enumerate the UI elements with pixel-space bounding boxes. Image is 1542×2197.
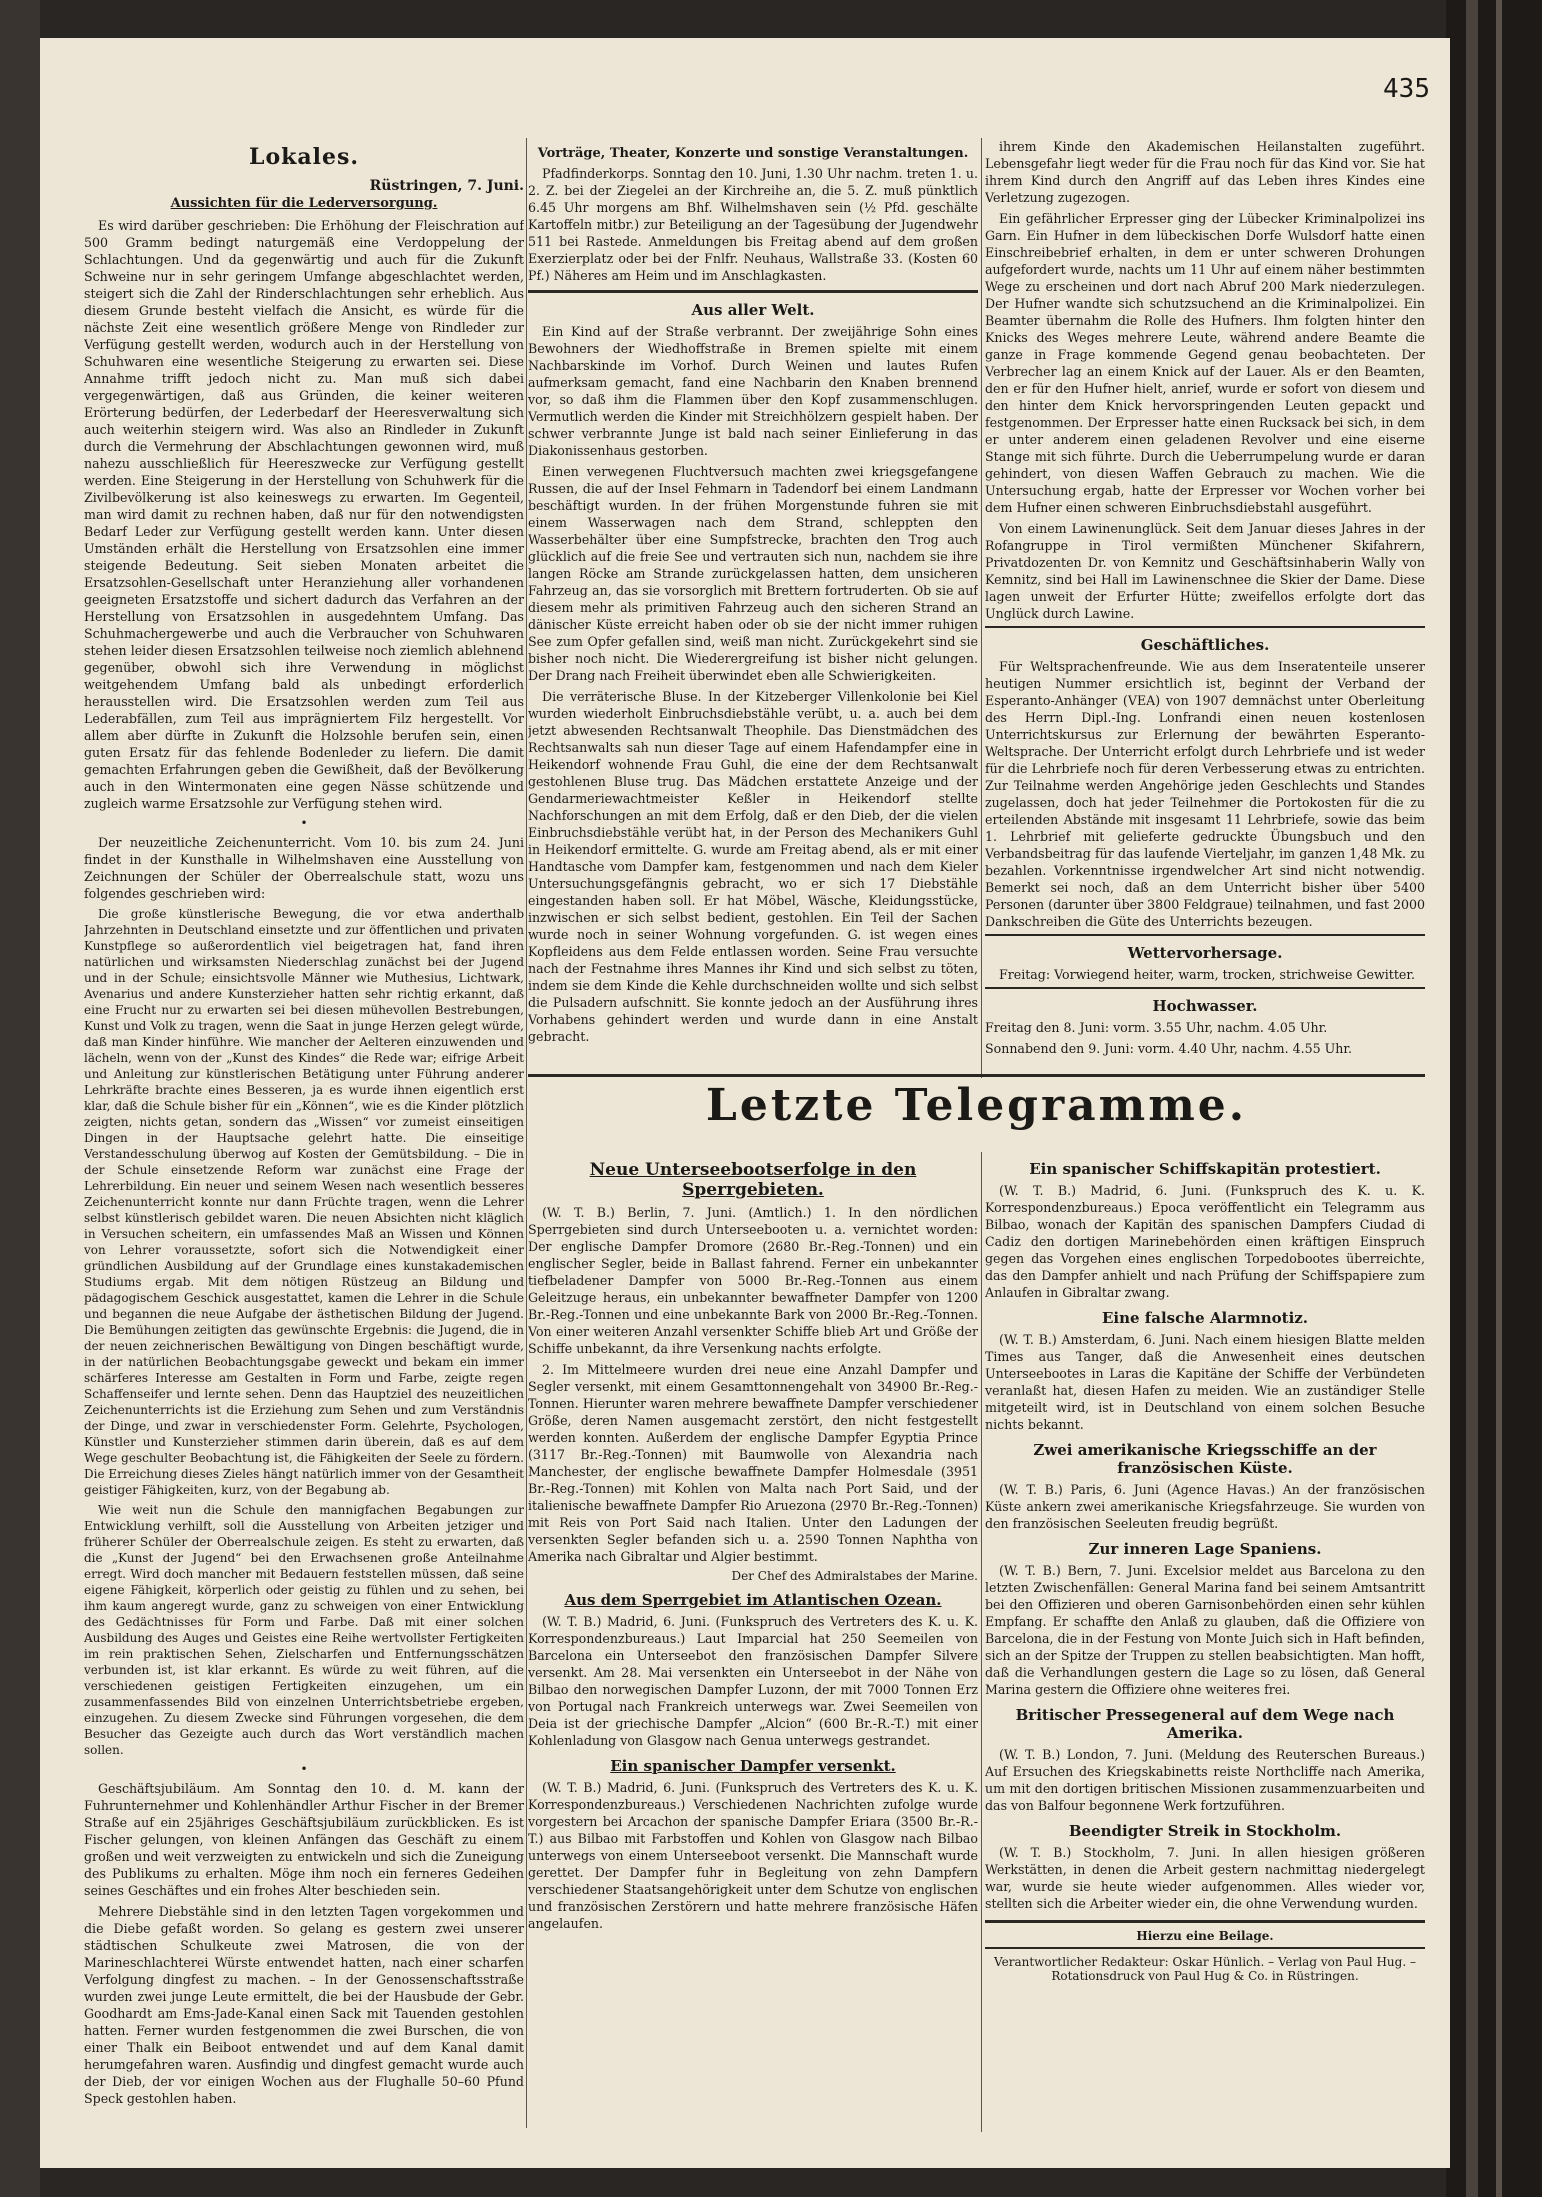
article-text: Geschäftsjubiläum. Am Sonntag den 10. d. M. kann der Fuhrunternehmer und Kohlenhändler Arthur Fischer in der Bremer Straße auf ein 25jähriges Geschäftsjubiläum zurückblicken. Es ist Fischer gelungen, von kleinen Anfängen das Geschäft zu einem großen und weit verzweigten zu entwickeln und sich die Zuneigung des Publikums zu erhalten. Möge ihm noch ein ferneres Gedeihen seines Geschäftes und ein frohes Alter beschieden sein. [84,1781,524,1898]
telegram-text: (W. T. B.) Madrid, 6. Juni. (Funkspruch des K. u. K. Korrespondenzbureaus.) Epoca veröffentlicht ein Telegramm aus Bilbao, wonach der Kapitän des spanischen Dampfers Ciudad di Cadiz den dortigen Marinebehörden einen kräftigen Einspruch gegen das Vorgehen eines englischen Torpedobootes überreichte, das den Dampfer anhielt und nach Prüfung der Schiffspapiere zum Anlaufen in Gibraltar zwang. [985,1183,1425,1300]
telegram-headline: Zwei amerikanische Kriegsschiffe an der französischen Küste. [1033,1441,1377,1477]
telegram-headline: Ein spanischer Schiffskapitän protestiert. [1029,1160,1381,1178]
tide-line: Sonnabend den 9. Juni: vorm. 4.40 Uhr, nachm. 4.55 Uhr. [985,1041,1353,1056]
telegram-headline: Beendigter Streik in Stockholm. [1068,1822,1342,1840]
telegram-text: (W. T. B.) Berlin, 7. Juni. (Amtlich.) 1. In den nördlichen Sperrgebieten sind durch Unterseebooten u. a. vernichtet worden: Der englische Dampfer Dromore (2680 Br.-Reg.-Tonnen) und ein englischer Segler, beide in Ballast fahrend. Ferner ein unbekannter tiefbeladener Dampfer von 5000 Br.-Reg.-Tonnen aus einem Geleitzuge heraus, ein unbekannter bewaffneter Dampfer von 1200 Br.-Reg.-Tonnen und eine unbekannte Bark von 2000 Br.-Reg.-Tonnen. Von einer weiteren Anzahl versenkter Schiffe blieb Art und Größe der Schiffe unbekannt, da ihre Versenkung nachts erfolgte. [528,1205,978,1356]
telegram-headline: Neue Unterseebootserfolge in den Sperrgebieten. [589,1160,917,1200]
article-text: Für Weltsprachenfreunde. Wie aus dem Inseratenteile unserer heutigen Nummer ersichtlich ist, beginnt der Verband der Esperanto-Anhänger (VEA) von 1907 demnächst unter Oberleitung des Herrn Dipl.-Ing. Lonfrandi einen neuen kostenlosen Unterrichtskursus zur Erlernung der bewährten Esperanto-Weltsprache. Der Unterricht erfolgt durch Lehrbriefe und ist weder für die Lehrbriefe noch für deren Verbesserung etwas zu entrichten. Zur Teilnahme werden Angehörige jeden Geschlechts und Standes zugelassen, doch hat jeder Teilnehmer die Portokosten für die zu erteilenden Abstände mit insgesamt 11 Lehrbriefe, sowie das beim 1. Lehrbrief mit gelieferte gedruckte Übungsbuch und den Verbandsbeitrag für das laufende Vierteljahr, im ganzen 1,48 Mk. zu bezahlen. Vorkenntnisse irgendwelcher Art sind nicht notwendig. Bemerkt sei noch, daß an dem Unterricht bisher über 5400 Personen (darunter über 3800 Feldgraue) teilnahmen, und fast 2000 Dankschreiben die Güte des Unterrichts bezeugen. [985,659,1425,929]
dateline: Rüstringen, 7. Juni. [369,178,524,194]
newspaper-page [40,38,1450,2168]
divider [528,290,978,293]
tide-line: Freitag den 8. Juni: vorm. 3.55 Uhr, nachm. 4.05 Uhr. [985,1020,1328,1035]
telegram-headline: Eine falsche Alarmnotiz. [1101,1309,1309,1327]
weather-text: Freitag: Vorwiegend heiter, warm, trocken, strichweise Gewitter. [999,967,1415,982]
article-text: Ein gefährlicher Erpresser ging der Lübecker Kriminalpolizei ins Garn. Ein Hufner in dem lübeckischen Dorfe Wulsdorf hatte einen Einschreibebrief erhalten, in dem er unter schweren Drohungen aufgefordert wurde, nachts um 11 Uhr auf einem näher bestimmten Wege zu erscheinen und dort nach Abruf 200 Mark niederzulegen. Der Hufner wandte sich schutzsuchend an die Kriminalpolizei. Ein Beamter übernahm die Rolle des Hufners. Ihm folgten hinter den Knicks des Weges mehrere Leute, während andere Beamte die ganze in Frage kommende Gegend genau beobachteten. Der Verbrecher lag an einem Knick auf der Lauer. Als er den Beamten, den er für den Hufner hielt, anrief, wurde er sofort von diesem und den hinter dem Knick hervorspringenden Leuten gepackt und festgenommen. Der Erpresser hatte einen Rucksack bei sich, in dem er unter anderem einen geladenen Revolver und eine eiserne Stange mit sich führte. Durch die Ueberrumpelung wurde er daran gehindert, von diesen Waffen Gebrauch zu machen. Wie die Untersuchung ergab, hatte der Erpresser vor Wochen vorher bei dem Hufner einen schweren Einbruchsdiebstahl ausgeführt. [985,211,1425,515]
article-headline: Aussichten für die Lederversorgung. [170,196,438,211]
divider [985,987,1425,989]
telegram-headline: Aus dem Sperrgebiet im Atlantischen Ozean. [564,1591,942,1609]
article-text: Die verräterische Bluse. In der Kitzeberger Villenkolonie bei Kiel wurden wiederholt Einbruchsdiebstähle verübt, u. a. auch bei dem jetzt abwesenden Rechtsanwalt Theophile. Das Dienstmädchen des Rechtsanwalts sah nun dieser Tage auf einem Hafendampfer eine in Heikendorf wohnende Frau Guhl, die eine der dem Rechtsanwalt gestohlenen Bluse trug. Das Mädchen erstattete Anzeige und der Gendarmeriewachtmeister Keßler in Heikendorf stellte Nachforschungen an mit dem Erfolg, daß er den Dieb, der die vielen Einbruchsdiebstähle verübt hat, in der Person des Mechanikers Guhl in Heikendorf ermittelte. G. wurde am Freitag abend, als er mit einer Handtasche vom Dampfer kam, festgenommen und nach dem Kieler Untersuchungsgefängnis gebracht, wo er sich 17 Diebstähle eingestanden haben soll. Er hat Möbel, Wäsche, Kleidungsstücke, inzwischen er sich selbst bedient, gestohlen. Ein Teil der Sachen wurde noch in seiner Wohnung vorgefunden. G. ist wegen eines Kopfleidens aus dem Felde entlassen worden. Seine Frau versuchte nach der Festnahme ihres Mannes ihr Kind und sich selbst zu töten, indem sie dem Kinde die Kehle durchschneiden wollte und sich selbst die Pulsadern aufschnitt. Sie konnte jedoch an der Ausführung ihres Vorhabens gehindert werden und wurde dann in eine Anstalt gebracht. [528,689,978,1044]
section-title-telegramme: Letzte Telegramme. [705,1080,1248,1131]
telegram-text: (W. T. B.) Paris, 6. Juni (Agence Havas.) An der französischen Küste ankern zwei amerikanische Kriegsfahrzeuge. Sie wurden von den französischen Seeleuten freudig begrüßt. [985,1482,1425,1531]
column-rule-1 [526,138,527,2128]
telegram-signature: Der Chef des Admiralstabes der Marine. [731,1569,978,1583]
column-lokales [84,138,524,2128]
article-text: Pfadfinderkorps. Sonntag den 10. Juni, 1.30 Uhr nachm. treten 1. u. 2. Z. bei der Ziegelei an der Kirchreihe an, die 5. Z. muß pünktlich 6.45 Uhr morgens am Bhf. Wilhelmshaven sein (½ Pfd. geschälte Kartoffeln mitbr.) zur Beteiligung an der Tagesübung der Jugendwehr 511 bei Rastede. Anmeldungen bis Freitag abend auf dem großen Exerzierplatz oder bei der Fnlfr. Neuhaus, Wallstraße 33. (Kosten 60 Pf.) Näheres am Heim und im Anschlagkasten. [528,166,978,283]
article-text: Einen verwegenen Fluchtversuch machten zwei kriegsgefangene Russen, die auf der Insel Fehmarn in Tadendorf bei einem Landmann beschäftigt wurden. In der frühen Morgenstunde fuhren sie mit einem Wasserwagen nach dem Strand, schleppten den Wasserbehälter über eine Sumpfstrecke, brachten den Trog auch glücklich auf die freie See und vertrauten sich nun, nachdem sie ihre langen Röcke am Strande zurückgelassen hatten, dem unsicheren Fahrzeug an, das sie vorsorglich mit Brettern fortruderten. Ob sie auf diesem mehr als primitiven Fahrzeug auch den sicheren Strand an dänischer Küste erreicht haben oder ob sie der nicht immer ruhigen See zum Opfer gefallen sind, weiß man nicht. Zurückgekehrt sind sie bisher noch nicht. Die Wiederergreifung ist bisher nicht gelungen. Der Drang nach Freiheit überwindet eben alle Schwierigkeiten. [528,464,978,683]
column-rule-2 [981,138,982,1078]
telegram-text: (W. T. B.) Stockholm, 7. Juni. In allen hiesigen größeren Werkstätten, in denen die Arbeit gestern nachmittag niedergelegt war, wurde sie heute wieder aufgenommen. Alles wieder vor, stellten sich die Arbeiter wieder ein, die ohne Verwendung wurden. [985,1845,1425,1911]
telegram-text: (W. T. B.) Bern, 7. Juni. Excelsior meldet aus Barcelona zu den letzten Zwischenfällen: General Marina fand bei seinem Amtsantritt bei den Offizieren und oberen Garnisonbehörden einen sehr kühlen Empfang. Er schaffte den Anlaß zu glauben, daß die Offiziere von Barcelona, die in der Festung von Monte Juich sich in Haft befinden, sich an der Spitze der Truppen zu stellen beabsichtigten. Man hofft, daß die Verhandlungen gestern die Lage so zu lösen, daß General Marina gestern die Offiziere ohne weiteres frei. [985,1563,1425,1697]
divider [985,934,1425,936]
article-text: Von einem Lawinenunglück. Seit dem Januar dieses Jahres in der Rofangruppe in Tirol vermißten Münchener Skifahrern, Privatdozenten Dr. von Kemnitz und Geschäftsinhaberin Wally von Kemnitz, sind bei Hall im Lawinenschnee die Skier der Dame. Diese lagen unweit der Erfurter Hütte; zweifellos erfolgte dort das Unglück durch Lawine. [985,521,1425,621]
telegram-headline: Britischer Pressegeneral auf dem Wege nach Amerika. [1015,1706,1395,1742]
telegram-text: 2. Im Mittelmeere wurden drei neue eine Anzahl Dampfer und Segler versenkt, mit einem Gesamttonnengehalt von 34900 Br.-Reg.-Tonnen. Hierunter waren mehrere bewaffnete Dampfer verschiedener Größe, deren Namen ausgemacht zerstört, den nicht festgestellt werden konnten. Außerdem der englische Dampfer Egyptia Prince (3117 Br.-Reg.-Tonnen) mit Baumwolle von Alexandria nach Manchester, der englische bewaffnete Dampfer Holmesdale (3951 Br.-Reg.-Tonnen) mit Kohlen von Malta nach Port Said, und der italienische bewaffnete Dampfer Rio Aruezona (2970 Br.-Reg.-Tonnen) mit Reis von Port Said nach Italien. Unter den Ladungen der versenkten Segler befanden sich u. a. 2590 Tonnen Naphtha von Amerika nach Gibraltar und Algier bestimmt. [528,1362,978,1564]
article-text: Mehrere Diebstähle sind in den letzten Tagen vorgekommen und die Diebe gefaßt worden. So gelang es gestern zwei unserer städtischen Schulkeute zwei Matrosen, die von der Marineschlachterei Würste entwendet hatten, nach einer scharfen Verfolgung dingfest zu machen. – In der Genossenschaftsstraße wurden zwei junge Leute ermittelt, die bei der Hausbude der Gebr. Goodhardt am Ems-Jade-Kanal einen Sack mit Tauenden gestohlen hatten. Ferner wurden festgenommen die zwei Burschen, die von einer Thalk ein Beiboot entwendet und auf dem Kanal damit herumgefahren waren. Ausfindig und dingfest gemacht wurde auch der Dieb, der vor einigen Wochen aus der Flughalle 50–60 Pfund Speck gestohlen haben. [84,1904,524,2106]
section-title-hochwasser: Hochwasser. [1152,997,1258,1015]
article-text: ihrem Kinde den Akademischen Heilanstalten zugeführt. Lebensgefahr liegt weder für die Frau noch für das Kind vor. Sie hat ihrem Kind durch den Angriff auf das Leben ihres Kindes eine Verletzung zugezogen. [985,139,1425,205]
article-text: Die große künstlerische Bewegung, die vor etwa anderthalb Jahrzehnten in Deutschland einsetzte und zur öffentlichen und privaten Kunstpflege so außerordentlich viel beigetragen hat, fand ihren natürlichen und wirksamsten Niederschlag zunächst bei der Jugend und in der Schule; einsichtsvolle Männer wie Muthesius, Lichtwark, Avenarius und andere Kunsterzieher hatten sehr richtig erkannt, daß eine Frucht nur zu erwarten sei bei diesen mühevollen Bestrebungen, Kunst und Volk zu tragen, wenn die Saat in junge Herzen gelegt würde, daß man Kinder hinführe. Wie mancher der Aelteren einzuwenden und lächeln, wenn von der „Kunst des Kindes“ die Rede war; eifrige Arbeit und Anleitung zur künstlerischen Betätigung unter Führung anderer Lehrkräfte brachte eines Besseren, ja es wurde ihnen eigentlich erst klar, daß die Schule bisher für ein „Können“, wie es die Kinder plötzlich zeigten, nichts getan, sondern das „Wissen“ vor zumeist einseitigen Dingen in der Hauptsache gelehrt hatte. Die einseitige Verstandesschulung überwog auf Kosten der Gemütsbildung. – Die in der Schule einsetzende Reform war zunächst eine Frage der Lehrerbildung. Ein neuer und seinem Wesen nach wesentlich besseres Zeichenunterricht konnte nur dann Früchte tragen, wenn die Lehrer selbst künstlerisch gebildet waren. Die neuen Absichten nicht kläglich in Versuchen scheitern, ein umfassendes Maß an Wissen und Können von Lehrer voraussetzte, sofort sich die Notwendigkeit einer gründlichen Ausbildung auf der Grundlage eines kunstakademischen Studiums ergab. Mit dem nötigen Rüstzeug an Bildung und pädagogischem Geschick ausgestattet, kamen die Lehrer in die Schule und begannen die neue Aufgabe der ästhetischen Bildung der Jugend. Die Bemühungen zeitigten das gewünschte Ergebnis: die Jugend, die in der neuen zeichnerischen Bewältigung von Dingen beschäftigt wurde, in der natürlichen Beobachtungsgabe geweckt und bekam ein immer schärferes Interesse am Gestalten in Form und Farbe, zeigte regen Schaffenseifer und lernte sehen. Denn das Hauptziel des neuzeitlichen Zeichenunterrichts ist die Erziehung zum Sehen und zum Verständnis der Dinge, und zwar in verschiedenster Form. Gelehrte, Psychologen, Künstler und Kunsterzieher stimmen darin überein, daß es auf dem Wege geschulter Beobachtung ist, die Fähigkeiten der Seele zu fördern. Die Erreichung dieses Zieles hängt natürlich immer von der Gesamtheit geistiger Fähigkeiten, kurz, von der Begabung ab. [84,907,524,1497]
telegram-text: (W. T. B.) London, 7. Juni. (Meldung des Reuterschen Bureaus.) Auf Ersuchen des Kriegskabinetts reiste Northcliffe nach Amerika, um mit den dortigen britischen Missionen zusammenzuarbeiten und das von Balfour begonnene Werk fortzuführen. [985,1747,1425,1813]
telegram-text: (W. T. B.) Madrid, 6. Juni. (Funkspruch des Vertreters des K. u. K. Korrespondenzbureaus.) Verschiedenen Nachrichten zufolge wurde vorgestern bei Arcachon der spanische Dampfer Eriara (3500 Br.-R.-T.) aus Bilbao mit Farbstoffen und Kohlen von Glasgow nach Bilbao unterwegs von einem Unterseeboot versenkt. Die Mannschaft wurde gerettet. Der Dampfer fuhr in Begleitung von zehn Dampfern verschiedener Staatsangehörigkeit unter dem Schutze von englischen und französischen Zerstörern und hatte mehrere französische Häfen angelaufen. [528,1780,978,1931]
article-text: Es wird darüber geschrieben: Die Erhöhung der Fleischration auf 500 Gramm bedingt naturgemäß eine Verdoppelung der Schlachtungen. Und da gegenwärtig und auch für die Zukunft Schweine nur in sehr geringem Umfange abgeschlachtet werden, steigert sich die Zahl der Rinderschlachtungen sehr erheblich. Aus diesem Grunde besteht vielfach die Ansicht, es würde für die nächste Zeit eine wesentlich größere Menge von Rindleder zur Verfügung gestellt werden, wodurch auch in der Herstellung von Schuhwaren eine wesentliche Steigerung zu erwarten sei. Diese Annahme trifft jedoch nicht zu. Man muß sich dabei vergegenwärtigen, daß aus Gründen, die keiner weiteren Erörterung bedürfen, der Lederbedarf der Heeresverwaltung sich auch weiterhin steigern wird. Was also an Rindleder in Zukunft durch die Vermehrung der Abschlachtungen gewonnen wird, muß nahezu ausschließlich für Heereszwecke zur Verfügung gestellt werden. Eine Steigerung in der Herstellung von Schuhwerk für die Zivilbevölkerung ist also keineswegs zu erwarten. Im Gegenteil, man wird damit zu rechnen haben, daß nur für den notwendigsten Bedarf Leder zur Verfügung gestellt werden kann. Unter diesen Umständen erhält die Herstellung von Ersatzsohlen eine immer steigende Bedeutung. Seit sieben Monaten arbeitet die Ersatzsohlen-Gesellschaft unter Heranziehung aller vorhandenen geeigneten Ersatzstoffe und sichert dadurch das Verfahren an der Herstellung von Ersatzsohlen in ausgedehntem Umfang. Das Schuhmachergewerbe und auch die Verbraucher von Schuhwaren stehen leider diesen Ersatzsohlen teilweise noch ziemlich ablehnend gegenüber, obwohl sich ihre Verwendung in möglichst weitgehendem Umfang bald als unbedingt erforderlich herausstellen wird. Die Ersatzsohlen werden zum Teil aus Lederabfällen, zum Teil aus imprägniertem Filz hergestellt. Vor allem aber dürfte in Zukunft die Holzsohle berufen sein, einen guten Ersatz für das fehlende Bodenleder zu liefern. Die damit gemachten Erfahrungen geben die Gewißheit, daß der Bevölkerung auch in den Wintermonaten eine gegen Nässe schützende und zugleich warme Ersatzsohle zur Verfügung stehen wird. [84,218,524,811]
divider [985,1947,1425,1949]
divider [985,1920,1425,1923]
article-text: Ein Kind auf der Straße verbrannt. Der zweijährige Sohn eines Bewohners der Wiedhoffstraße in Bremen spielte mit einem Nachbarskinde im Vorhof. Durch Weinen und lautes Rufen aufmerksam gemacht, fand eine Nachbarin den Knaben brennend vor, so daß ihm die Flammen über den Kopf zusammenschlugen. Vermutlich werden die Kinder mit Streichhölzern gespielt haben. Der schwer verbrannte Junge ist bald nach seiner Einlieferung in das Diakonissenhaus gestorben. [528,324,978,458]
divider [985,626,1425,628]
column-rule-3 [981,1152,982,2132]
telegramme-left [528,1152,978,2132]
supplement-note: Hierzu eine Beilage. [1136,1929,1274,1943]
impressum: Verantwortlicher Redakteur: Oskar Hünlich. – Verlag von Paul Hug. – Rotationsdruck von Paul Hug & Co. in Rüstringen. [994,1955,1416,1983]
binding-left [0,0,40,2197]
telegramme-right [985,1152,1425,2132]
separator-dot: • [300,816,308,830]
telegram-text: (W. T. B.) Madrid, 6. Juni. (Funkspruch des Vertreters des K. u. K. Korrespondenzbureaus.) Laut Imparcial hat 250 Seemeilen von Barcelona ein Unterseebot den französischen Dampfer Silvere versenkt. Am 28. Mai versenkten ein Unterseebot in der Nähe von Bilbao den norwegischen Dampfer Luzonn, der mit 7000 Tonnen Erz von Portugal nach Frankreich unterwegs war. Zwei Seemeilen von Deia ist der griechische Dampfer „Alcion“ (600 Br.-R.-T.) mit einer Kohlenladung von Glasgow nach Genua unterwegs gestrandet. [528,1614,978,1748]
section-title-wetter: Wettervorhersage. [1127,944,1283,962]
section-title-geschaeftliches: Geschäftliches. [1140,636,1270,654]
section-title-aus-aller-welt: Aus aller Welt. [691,301,815,319]
article-text: Der neuzeitliche Zeichenunterricht. Vom 10. bis zum 24. Juni findet in der Kunsthalle in Wilhelmshaven eine Ausstellung von Zeichnungen der Schüler der Oberrealschule statt, wozu uns folgendes geschrieben wird: [84,835,524,901]
article-text: Wie weit nun die Schule den mannigfachen Begabungen zur Entwicklung verhilft, soll die Ausstellung von Arbeiten jetziger und früherer Schüler der Oberrealschule zeigen. Es steht zu erwarten, daß die „Kunst der Jugend“ bei den Erwachsenen große Anteilnahme erregt. Wird doch mancher mit Bedauern feststellen müssen, daß seine eigene Fähigkeit, körperlich oder geistig zu fühlen und zu sehen, bei ihm kaum angeregt wurde, ganz zu schweigen von einer Entwicklung des Gedächtnisses für Form und Farbe. Daß mit einer solchen Ausbildung des Auges und Geistes eine Reihe wertvollster Fertigkeiten im rein praktischen Sehen, Zielscharfen und Entfernungsschätzen verbunden ist, ist klar erkannt. Es würde zu weit führen, auf die verschiedenen geistigen Fertigkeiten einzugehen, um ein zusammenfassendes Bild von einzelnen Unterrichtsbetriebe ergeben, einzugehen. Zu diesem Zwecke sind Führungen vorgesehen, die dem Besucher das Gezeigte auch durch das Wort verständlich machen sollen. [84,1503,524,1757]
telegram-headline: Ein spanischer Dampfer versenkt. [610,1757,896,1775]
section-title-lokales: Lokales. [248,144,360,170]
column-vermischtes [528,138,978,1078]
telegram-headline: Zur inneren Lage Spaniens. [1088,1540,1322,1558]
page-number: 435 [1383,74,1430,104]
binding-right [1446,0,1542,2197]
section-title-veranstaltungen: Vorträge, Theater, Konzerte und sonstige Veranstaltungen. [537,146,969,161]
separator-dot: • [300,1762,308,1776]
telegram-text: (W. T. B.) Amsterdam, 6. Juni. Nach einem hiesigen Blatte melden Times aus Tanger, daß die Anwesenheit eines deutschen Unterseebootes in Laras die Kapitäne der Schiffe der Verbündeten veranlaßt hat, diesen Hafen zu meiden. Wie an zuständiger Stelle mitgeteilt wird, ist in Deutschland von einem solchen Besuche nichts bekannt. [985,1332,1425,1432]
column-right [985,138,1425,1078]
